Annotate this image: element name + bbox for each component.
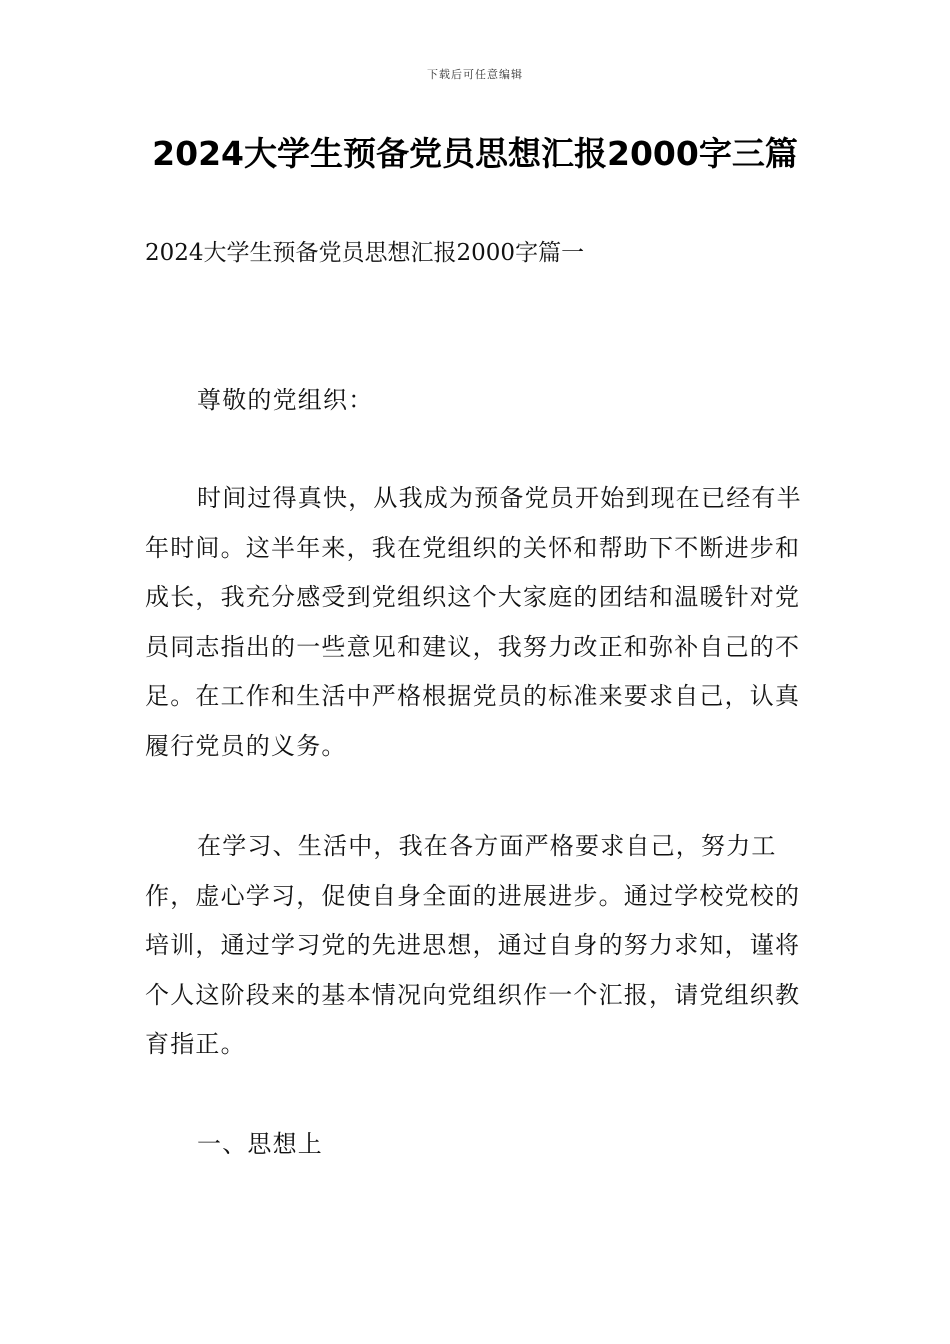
paragraph: 在学习、生活中，我在各方面严格要求自己，努力工作，虚心学习，促使自身全面的进展进步。通过学校党校的培训，通过学习党的先进思想，通过自身的努力求知，谨将个人这阶段来的基本情况向党组织作一个汇报，请党组织教育指正。: [145, 832, 801, 1058]
document-title: 2024大学生预备党员思想汇报2000字三篇: [152, 134, 798, 173]
header-note: 下载后可任意编辑: [427, 68, 523, 81]
salutation: 尊敬的党组织：: [197, 386, 374, 414]
section-heading: 2024大学生预备党员思想汇报2000字篇一: [145, 240, 585, 266]
paragraph: 时间过得真快，从我成为预备党员开始到现在已经有半年时间。这半年来，我在党组织的关怀和帮助下不断进步和成长，我充分感受到党组织这个大家庭的团结和温暖针对党员同志指出的一些意见和建议，我努力改正和弥补自己的不足。在工作和生活中严格根据党员的标准来要求自己，认真履行党员的义务。: [145, 484, 802, 760]
subheading: 一、思想上: [197, 1130, 323, 1158]
